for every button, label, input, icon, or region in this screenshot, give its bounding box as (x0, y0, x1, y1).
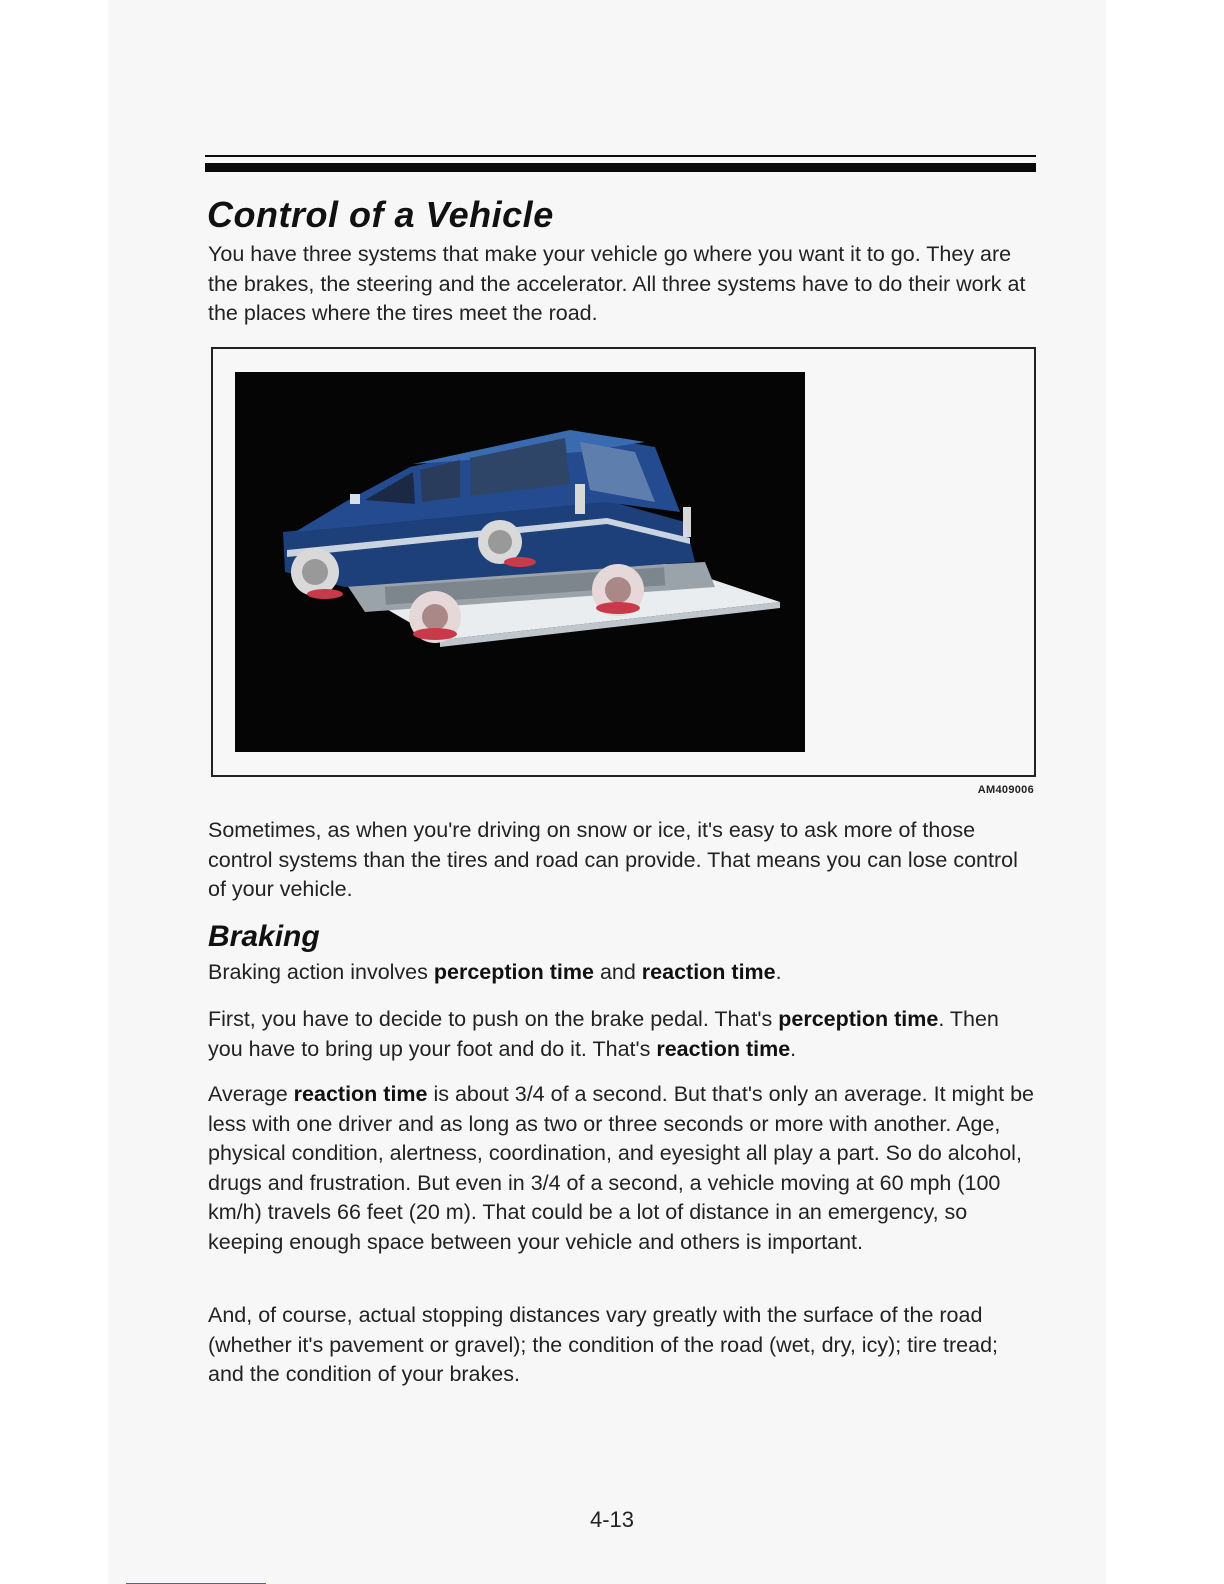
figure-code: AM409006 (977, 784, 1034, 796)
header-rule-thin (205, 155, 1036, 157)
figure-frame (211, 347, 1036, 777)
term-reaction-time: reaction time (656, 1036, 791, 1061)
text-run: . Then you have to bring up your foot and do it. That's (208, 1007, 999, 1061)
text-run: and (593, 960, 642, 984)
braking-paragraph-4: And, of course, actual stopping distances vary greatly with the surface of the road (whether it's pavement or gravel); the condition of the road (wet, dry, icy); tire tread; and the condition of your brakes. (208, 1303, 998, 1386)
text-run: First, you have to decide to push on the brake pedal. That's (208, 1007, 779, 1031)
section-heading: Control of a Vehicle (207, 194, 554, 235)
control-paragraph: Sometimes, as when you're driving on snow or ice, it's easy to ask more of those control systems than the tires and road can provide. That means you can lose control of your vehicle. (208, 818, 1018, 901)
term-perception-time: perception time (778, 1007, 939, 1031)
braking-paragraph-1 (208, 958, 1034, 988)
intro-paragraph: You have three systems that make your vehicle go where you want it to go. They are the brakes, the steering and the accelerator. All three systems have to do their work at the places where the tires meet the road. (208, 242, 1026, 325)
suv-on-platform-illustration (235, 372, 805, 752)
text-run: Braking action involves (208, 960, 434, 984)
term-reaction-time: reaction time (641, 960, 776, 984)
text-run: is about 3/4 of a second. But that's only an average. It might be less with one driver and as long as two or three seconds or more with another. Age, physical condition, alertness, coordination, and eyesight all play a part. So do alcohol, drugs and frustration. But even in 3/4 of a second, a vehicle moving at 60 mph (100 km/h) travels 66 feet (20 m). That could be a lot of distance in an emergency, so keeping enough space between your vehicle and others is important. (208, 1082, 1034, 1254)
braking-paragraph-3 (208, 1080, 1034, 1257)
braking-paragraph-2 (208, 1005, 1034, 1064)
term-reaction-time: reaction time (293, 1082, 428, 1106)
term-perception-time: perception time (433, 960, 594, 984)
header-rule-thick (205, 163, 1036, 172)
text-run: . (775, 960, 782, 984)
text-run: Average (208, 1082, 294, 1106)
braking-heading: Braking (208, 920, 320, 953)
text-run: . (790, 1036, 797, 1061)
vehicle-illustration (235, 372, 805, 752)
page-number: 4-13 (589, 1507, 635, 1532)
